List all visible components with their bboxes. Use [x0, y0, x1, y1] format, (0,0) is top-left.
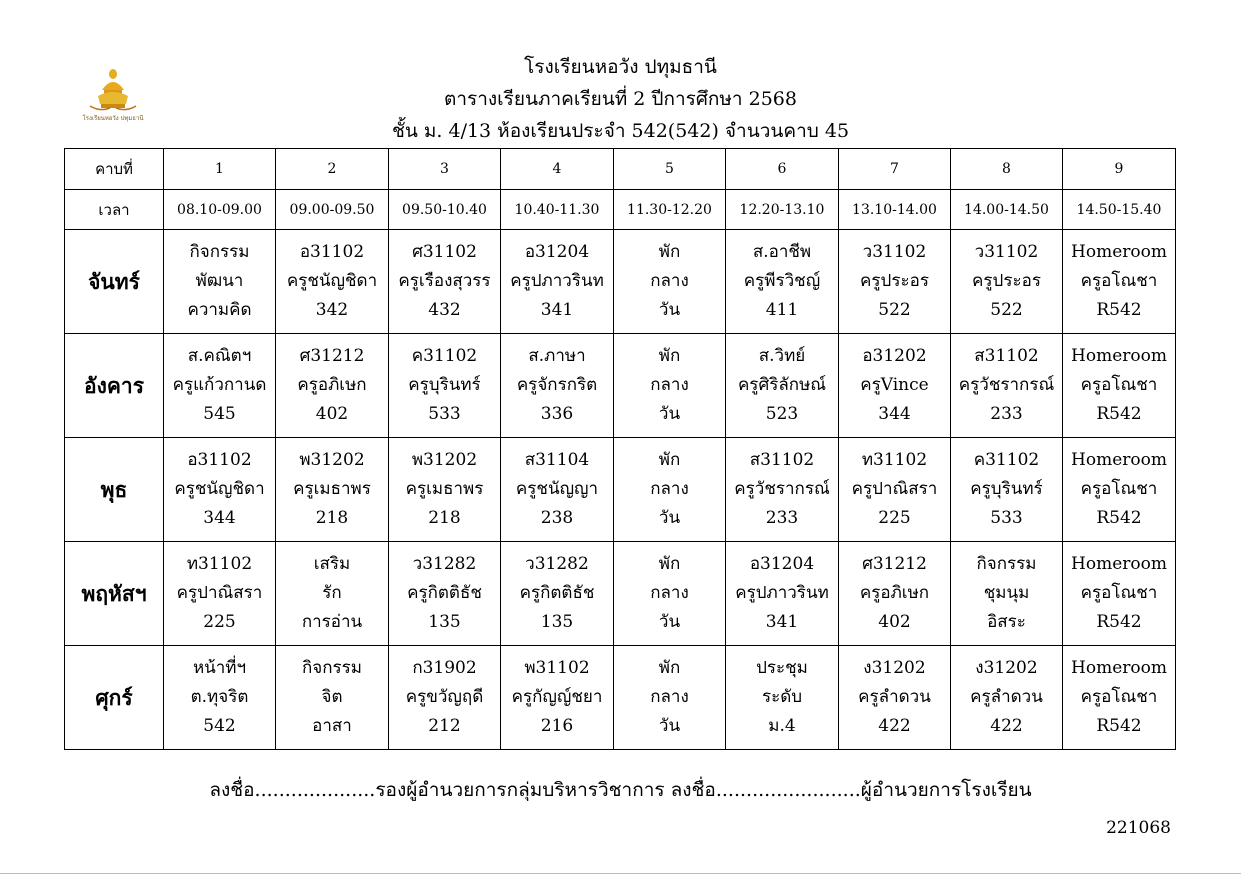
period-number: 3 [389, 149, 501, 190]
time-slot: 14.00-14.50 [951, 190, 1063, 230]
cell-line: พ31202 [411, 450, 478, 470]
cell-line: 218 [315, 508, 349, 528]
bottom-rule [0, 873, 1241, 874]
cell-line: ครูเรืองสุวรร [398, 271, 491, 291]
period-number: 9 [1063, 149, 1176, 190]
cell-line: ครูอภิเษก [859, 583, 930, 603]
schedule-cell [951, 334, 1063, 438]
schedule-cell [614, 334, 726, 438]
schedule-cell [614, 542, 726, 646]
cell-line: ว31282 [525, 554, 589, 574]
schedule-cell [501, 542, 614, 646]
schedule-cell [951, 230, 1063, 334]
cell-line: กลาง [650, 479, 689, 499]
cell-line: 233 [765, 508, 799, 528]
cell-line: ครูอภิเษก [297, 375, 367, 395]
cell-line: พัก [658, 450, 681, 470]
cell-line: ว31102 [974, 242, 1039, 262]
cell-line: เสริม [313, 554, 351, 574]
cell-line: ส31102 [974, 346, 1039, 366]
cell-line: ครูเมธาพร [405, 479, 484, 499]
cell-line: 344 [203, 508, 236, 528]
schedule-cell [164, 230, 276, 334]
cell-line: วัน [658, 612, 681, 632]
schedule-cell [501, 230, 614, 334]
cell-line: R542 [1096, 612, 1142, 632]
cell-line: ครูพีรวิชญ์ [743, 271, 821, 291]
schedule-cell [951, 542, 1063, 646]
cell-line: ก31902 [412, 658, 477, 678]
schedule-cell [951, 438, 1063, 542]
cell-line: ครูปภาวรินท [735, 583, 829, 603]
cell-line: อ31204 [524, 242, 590, 262]
cell-line: ศ31102 [412, 242, 477, 262]
cell-line: 422 [878, 716, 911, 736]
cell-line: 218 [428, 508, 461, 528]
period-number: 2 [276, 149, 389, 190]
cell-line: 402 [878, 612, 911, 632]
schedule-cell [501, 646, 614, 750]
cell-line: 523 [765, 404, 799, 424]
cell-line: ครูกัญญ์ชยา [511, 687, 603, 707]
cell-line: อ31102 [299, 242, 365, 262]
schedule-cell [951, 646, 1063, 750]
cell-line: ครูเมธาพร [293, 479, 371, 499]
schedule-cell [1063, 646, 1176, 750]
day-row [65, 542, 1176, 646]
cell-line: รัก [322, 583, 342, 603]
cell-line: ครูอโณชา [1080, 583, 1158, 603]
cell-line: ท31102 [861, 450, 928, 470]
cell-line: ส.วิทย์ [758, 346, 806, 366]
term-title: ตารางเรียนภาคเรียนที่ 2 ปีการศึกษา 2568 [444, 88, 797, 110]
cell-line: ครูอโณชา [1080, 479, 1158, 499]
cell-line: ครูชนัญญา [515, 479, 599, 499]
cell-line: ครูวัชรากรณ์ [734, 479, 830, 499]
cell-line: 238 [540, 508, 574, 528]
period-number: 7 [839, 149, 951, 190]
cell-line: กิจกรรม [189, 242, 250, 262]
schedule-cell [389, 542, 501, 646]
cell-line: R542 [1096, 404, 1142, 424]
time-row [65, 190, 1176, 230]
cell-line: ครูกิตติธัช [407, 583, 482, 603]
cell-line: อิสระ [987, 612, 1026, 632]
schedule-cell [726, 646, 839, 750]
cell-line: 411 [765, 300, 799, 320]
schedule-cell [614, 438, 726, 542]
cell-line: 545 [203, 404, 236, 424]
period-number: 4 [501, 149, 614, 190]
cell-line: Homeroom [1071, 346, 1167, 366]
cell-line: ท31102 [186, 554, 253, 574]
cell-line: ว31282 [412, 554, 477, 574]
period-label: คาบที่ [65, 149, 164, 190]
class-info: ชั้น ม. 4/13 ห้องเรียนประจำ 542(542) จำนวนคาบ 45 [391, 120, 850, 142]
cell-line: ส.อาชีพ [752, 242, 812, 262]
cell-line: กลาง [650, 271, 689, 291]
schedule-cell [839, 438, 951, 542]
cell-line: 216 [540, 716, 574, 736]
cell-line: กลาง [650, 583, 689, 603]
cell-line: ครูประอร [972, 271, 1041, 291]
schedule-cell [726, 230, 839, 334]
cell-line: ครูวัชรากรณ์ [958, 375, 1055, 395]
schedule-cell [164, 334, 276, 438]
day-row [65, 334, 1176, 438]
time-label: เวลา [65, 190, 164, 230]
cell-line: ระดับ [761, 687, 803, 707]
schedule-cell [389, 334, 501, 438]
cell-line: 135 [540, 612, 574, 632]
cell-line: อ31202 [862, 346, 927, 366]
schedule-cell [726, 334, 839, 438]
cell-line: ส31102 [749, 450, 815, 470]
cell-line: R542 [1096, 508, 1142, 528]
time-slot: 13.10-14.00 [839, 190, 951, 230]
cell-line: 135 [428, 612, 461, 632]
cell-line: 522 [990, 300, 1023, 320]
cell-line: การอ่าน [301, 612, 363, 632]
cell-line: กิจกรรม [976, 554, 1037, 574]
cell-line: วัน [658, 508, 681, 528]
cell-line: พัฒนา [195, 271, 244, 291]
cell-line: ครูจักรกริต [516, 375, 598, 395]
cell-line: ส.ภาษา [528, 346, 586, 366]
schedule-cell [614, 230, 726, 334]
cell-line: ครูศิริลักษณ์ [737, 375, 827, 395]
period-number: 6 [726, 149, 839, 190]
cell-line: ครูปาณิสรา [851, 479, 938, 499]
day-name: จันทร์ [65, 230, 164, 334]
cell-line: 522 [878, 300, 911, 320]
schedule-cell [1063, 438, 1176, 542]
cell-line: ครูVince [860, 375, 929, 395]
day-name: พุธ [65, 438, 164, 542]
cell-line: ส31104 [524, 450, 590, 470]
cell-line: ครูชนัญชิดา [286, 271, 378, 291]
schedule-cell [501, 334, 614, 438]
cell-line: 233 [990, 404, 1023, 424]
schedule-cell [1063, 230, 1176, 334]
schedule-cell [501, 438, 614, 542]
cell-line: ต.ทุจริต [190, 687, 249, 707]
cell-line: 225 [203, 612, 236, 632]
time-slot: 10.40-11.30 [501, 190, 614, 230]
cell-line: 341 [765, 612, 799, 632]
cell-line: ศ31212 [299, 346, 365, 366]
cell-line: วัน [658, 300, 681, 320]
schedule-cell [839, 542, 951, 646]
cell-line: ครูลำดวน [970, 687, 1043, 707]
cell-line: 225 [878, 508, 911, 528]
cell-line: อ31102 [187, 450, 252, 470]
period-number: 5 [614, 149, 726, 190]
schedule-cell [389, 646, 501, 750]
schedule-cell [389, 438, 501, 542]
cell-line: วัน [658, 404, 681, 424]
signature-line: ลงชื่อ....................รองผู้อำนวยการกลุ่มบริหารวิชาการ ลงชื่อ........................ผู้อำนวยการโรงเรียน [209, 779, 1032, 801]
schedule-cell [726, 542, 839, 646]
cell-line: 422 [990, 716, 1023, 736]
cell-line: ครูกิตติธัช [519, 583, 595, 603]
cell-line: R542 [1096, 716, 1142, 736]
schedule-cell [839, 334, 951, 438]
schedule-cell [276, 230, 389, 334]
cell-line: วัน [658, 716, 681, 736]
cell-line: ม.4 [768, 716, 796, 736]
cell-line: ง31202 [975, 658, 1038, 678]
schedule-cell [164, 646, 276, 750]
day-row [65, 438, 1176, 542]
schedule-cell [839, 230, 951, 334]
cell-line: ว31102 [862, 242, 927, 262]
day-name: พฤหัสฯ [65, 542, 164, 646]
cell-line: ครูประอร [860, 271, 929, 291]
time-slot: 09.00-09.50 [276, 190, 389, 230]
cell-line: 533 [428, 404, 461, 424]
schedule-cell [276, 542, 389, 646]
cell-line: ครูแก้วกานด [172, 375, 267, 395]
day-row [65, 646, 1176, 750]
schedule-cell [164, 542, 276, 646]
cell-line: 402 [315, 404, 349, 424]
cell-line: ครูลำดวน [858, 687, 931, 707]
schedule-cell [1063, 334, 1176, 438]
period-number: 8 [951, 149, 1063, 190]
cell-line: ครูบุรินทร์ [408, 375, 481, 395]
cell-line: พัก [658, 554, 681, 574]
schedule-cell [276, 334, 389, 438]
cell-line: ง31202 [863, 658, 926, 678]
cell-line: กลาง [650, 375, 689, 395]
cell-line: ครูอโณชา [1080, 271, 1158, 291]
cell-line: พัก [658, 346, 681, 366]
cell-line: 342 [315, 300, 349, 320]
cell-line: อ31204 [749, 554, 815, 574]
time-slot: 12.20-13.10 [726, 190, 839, 230]
cell-line: กิจกรรม [301, 658, 362, 678]
time-slot: 11.30-12.20 [614, 190, 726, 230]
cell-line: อาสา [312, 716, 352, 736]
schedule-cell [164, 438, 276, 542]
schedule-cell [1063, 542, 1176, 646]
cell-line: ชุมนุม [983, 583, 1030, 603]
cell-line: พ31202 [299, 450, 365, 470]
cell-line: 212 [428, 716, 461, 736]
schedule-cell [839, 646, 951, 750]
cell-line: 432 [428, 300, 461, 320]
cell-line: ครูปภาวรินท [510, 271, 604, 291]
cell-line: ประชุม [756, 658, 808, 678]
document-code: 221068 [1106, 818, 1171, 838]
cell-line: Homeroom [1071, 554, 1167, 574]
cell-line: ค31102 [411, 346, 478, 366]
cell-line: พ31102 [524, 658, 590, 678]
cell-line: พัก [658, 242, 681, 262]
schedule-cell [276, 438, 389, 542]
schedule-cell [389, 230, 501, 334]
time-slot: 14.50-15.40 [1063, 190, 1176, 230]
time-slot: 09.50-10.40 [389, 190, 501, 230]
cell-line: ค31102 [973, 450, 1040, 470]
cell-line: 344 [878, 404, 911, 424]
day-name: อังคาร [65, 334, 164, 438]
cell-line: ส.คณิตฯ [187, 346, 252, 366]
cell-line: ครูปาณิสรา [176, 583, 263, 603]
school-name: โรงเรียนหอวัง ปทุมธานี [524, 56, 717, 78]
schedule-cell [726, 438, 839, 542]
cell-line: จิต [321, 687, 343, 707]
period-header-row [65, 149, 1176, 190]
period-number: 1 [164, 149, 276, 190]
cell-line: 336 [540, 404, 574, 424]
cell-line: กลาง [650, 687, 689, 707]
cell-line: Homeroom [1071, 658, 1167, 678]
time-slot: 08.10-09.00 [164, 190, 276, 230]
cell-line: 341 [540, 300, 574, 320]
cell-line: ครูชนัญชิดา [174, 479, 265, 499]
cell-line: R542 [1096, 300, 1142, 320]
cell-line: หน้าที่ฯ [192, 658, 247, 678]
cell-line: ครูบุรินทร์ [970, 479, 1043, 499]
schedule-cell [276, 646, 389, 750]
cell-line: 542 [203, 716, 236, 736]
cell-line: พัก [658, 658, 681, 678]
cell-line: Homeroom [1071, 242, 1167, 262]
cell-line: 533 [990, 508, 1023, 528]
timetable [64, 148, 1176, 750]
cell-line: ครูอโณชา [1080, 375, 1158, 395]
schedule-cell [614, 646, 726, 750]
cell-line: Homeroom [1071, 450, 1167, 470]
cell-line: ความคิด [187, 300, 252, 320]
cell-line: ศ31212 [862, 554, 927, 574]
day-row [65, 230, 1176, 334]
day-name: ศุกร์ [65, 646, 164, 750]
cell-line: ครูขวัญฤดี [405, 687, 484, 707]
cell-line: ครูอโณชา [1080, 687, 1158, 707]
svg-text:โรงเรียนหอวัง ปทุมธานี: โรงเรียนหอวัง ปทุมธานี [82, 115, 144, 122]
